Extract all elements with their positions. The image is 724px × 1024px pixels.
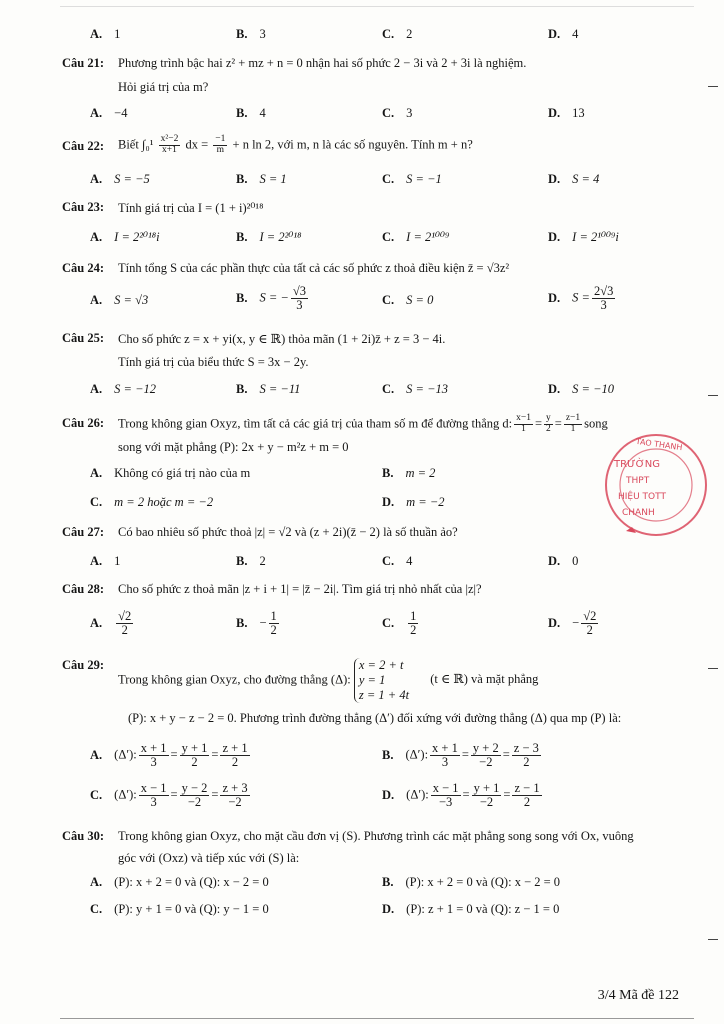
question-text-2: song với mặt phẳng (P): 2x + y − m²z + m = 0	[118, 440, 349, 454]
option-a: A. S = −5	[90, 172, 150, 186]
option-a: A. 1	[90, 27, 121, 41]
stamp-line-3: THPT	[626, 476, 650, 486]
question-text: Phương trình bậc hai z² + mz + n = 0 nhận hai số phức 2 − 3i và 2 + 3i là nghiệm.	[118, 56, 527, 70]
option-d: D. 4	[548, 27, 579, 41]
option-d: D. S = 4	[548, 172, 600, 186]
question-text-2: Tính giá trị của biểu thức S = 3x − 2y.	[118, 355, 309, 369]
option-d: D. S = $\frac{2√3}{3}$	[548, 284, 614, 313]
question-label: Câu 21:	[62, 56, 105, 70]
option-c: C. 4	[382, 554, 413, 568]
option-a: A. I = 2²⁰¹⁸i	[90, 230, 160, 244]
option-b: B. 2	[236, 554, 266, 568]
option-a: A. Không có giá trị nào của m	[90, 466, 251, 480]
question-text: Trong không gian Oxyz, cho đường thẳng (Δ): x = 2 + t y = 1 z = 1 + 4t (t ∈ ℝ) và mặt phẳng	[118, 658, 539, 702]
option-a: A. S = √3	[90, 293, 149, 307]
option-d: D. − $\frac{√2}{2}$	[548, 609, 597, 638]
question-label: Câu 24:	[62, 261, 105, 275]
question-text: Tính giá trị của I = (1 + i)²⁰¹⁸	[118, 201, 264, 215]
option-d: D. (P): z + 1 = 0 và (Q): z − 1 = 0	[382, 902, 560, 916]
option-d: D. 0	[548, 554, 579, 568]
option-b: B. m = 2	[382, 466, 436, 480]
option-c: C. $\frac{1}{2}$	[382, 609, 417, 638]
option-b: B. I = 2²⁰¹⁸	[236, 230, 302, 244]
option-a: A. −4	[90, 106, 128, 120]
option-c: C. S = −13	[382, 382, 449, 396]
option-b: B. S = −11	[236, 382, 301, 396]
option-c: C. S = −1	[382, 172, 442, 186]
stamp-line-5: CHANH	[622, 508, 655, 518]
option-c: C. S = 0	[382, 293, 434, 307]
question-text-2: góc với (Oxz) và tiếp xúc với (S) là:	[118, 851, 300, 865]
option-b: B. 3	[236, 27, 266, 41]
question-text: Có bao nhiêu số phức thoả |z| = √2 và (z + 2i)(z̄ − 2) là số thuần ảo?	[118, 525, 458, 539]
crop-mark	[708, 939, 718, 940]
option-b: B. S = 1	[236, 172, 287, 186]
option-c: C. (P): y + 1 = 0 và (Q): y − 1 = 0	[90, 902, 269, 916]
line-system: x = 2 + t y = 1 z = 1 + 4t	[354, 658, 409, 703]
option-a: A. S = −12	[90, 382, 157, 396]
crop-mark	[708, 668, 718, 669]
question-text-2: Hỏi giá trị của m?	[118, 80, 209, 94]
option-a: A. 1	[90, 554, 121, 568]
option-c: C. 2	[382, 27, 413, 41]
option-b: B. (P): x + 2 = 0 và (Q): x − 2 = 0	[382, 875, 561, 889]
page-footer: 3/4 Mã đề 122	[597, 988, 679, 1003]
stamp-line-1: TAO THANH	[635, 436, 683, 453]
option-b: B. 4	[236, 106, 266, 120]
question-text: Cho số phức z thoả mãn |z + i + 1| = |z̄ − 2i|. Tìm giá trị nhỏ nhất của |z|?	[118, 582, 482, 596]
bottom-rule	[60, 1018, 694, 1019]
option-b: B. − $\frac{1}{2}$	[236, 609, 277, 638]
question-text-2: (P): x + y − z − 2 = 0. Phương trình đường thẳng (Δ′) đối xứng với đường thẳng (Δ) qua mp (P) là:	[128, 711, 622, 725]
option-c: C. I = 2¹⁰⁰⁹	[382, 230, 450, 244]
question-label: Câu 28:	[62, 582, 105, 596]
question-label: Câu 29:	[62, 658, 105, 672]
question-text: Trong không gian Oxyz, cho mặt cầu đơn vị (S). Phương trình các mặt phẳng song song với Ox, vuông	[118, 829, 634, 843]
option-d: D. m = −2	[382, 495, 445, 509]
option-a: A. $\frac{√2}{2}$	[90, 609, 132, 638]
option-d: D. 13	[548, 106, 585, 120]
question-label: Câu 25:	[62, 331, 105, 345]
option-a: A. (Δ′): $\frac{x + 1}{3}$ = $\frac{y + 1}{2}$ = $\frac{z + 1}{2}$	[90, 741, 248, 770]
top-rule	[60, 6, 694, 7]
option-c: C. 3	[382, 106, 413, 120]
stamp-line-4: HIỆU TOTT	[618, 492, 666, 502]
question-label: Câu 23:	[62, 200, 105, 214]
question-label: Câu 27:	[62, 525, 105, 539]
question-text: Tính tổng S của các phần thực của tất cả các số phức z thoả điều kiện z̄ = √3z²	[118, 261, 510, 275]
option-d: D. I = 2¹⁰⁰⁹i	[548, 230, 619, 244]
option-a: A. (P): x + 2 = 0 và (Q): x − 2 = 0	[90, 875, 269, 889]
question-label: Câu 22:	[62, 139, 105, 153]
crop-mark	[708, 395, 718, 396]
question-text: Biết ∫₀¹ $\frac{\text{x²−2}}{x+1}$ dx = $\frac{-1}{m}$ + n ln 2, với m, n là các số nguyên. Tính m + n?	[118, 134, 473, 155]
option-d: D. (Δ′): $\frac{x - 1}{-3}$ = $\frac{y + 1}{-2}$ = $\frac{z - 1}{2}$	[382, 781, 540, 810]
school-stamp	[596, 427, 708, 545]
option-b: B. (Δ′): $\frac{x + 1}{3}$ = $\frac{y + 2}{-2}$ = $\frac{z - 3}{2}$	[382, 741, 539, 770]
option-d: D. S = −10	[548, 382, 615, 396]
option-b: B. S = − $\frac{√3}{3}$	[236, 284, 306, 313]
question-label: Câu 26:	[62, 416, 105, 430]
question-text: Cho số phức z = x + yi(x, y ∈ ℝ) thỏa mãn (1 + 2i)z̄ + z = 3 − 4i.	[118, 332, 446, 346]
option-c: C. m = 2 hoặc m = −2	[90, 495, 214, 509]
stamp-line-2: TRƯỜNG	[614, 459, 660, 470]
option-c: C. (Δ′): $\frac{x - 1}{3}$ = $\frac{y - 2}{-2}$ = $\frac{z + 3}{-2}$	[90, 781, 248, 810]
question-label: Câu 30:	[62, 829, 105, 843]
crop-mark	[708, 86, 718, 87]
question-text: Trong không gian Oxyz, tìm tất cả các giá trị của tham số m để đường thẳng d: $\frac{x-1}{1}$ = $\frac{y}{2}$ = $\frac{z-1}{1}$ song	[118, 413, 608, 434]
